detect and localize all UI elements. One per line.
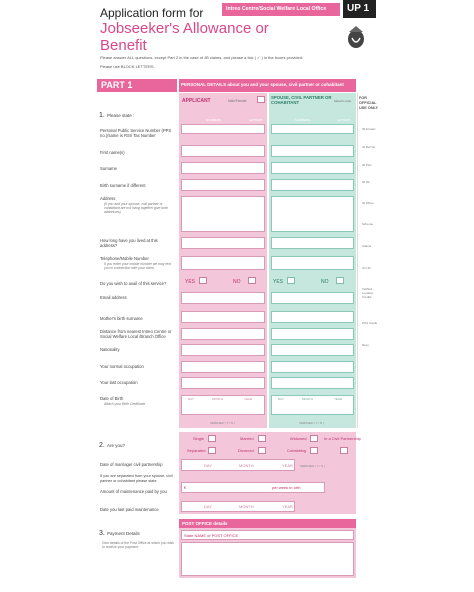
spouse-first-name-input[interactable] (271, 145, 354, 157)
birth-surname-label: Birth surname if different (100, 183, 146, 188)
applicant-dob-input[interactable] (181, 395, 265, 415)
part1-label: PART 1 (101, 80, 133, 90)
part1-label-bar (97, 79, 177, 92)
status-divorced: Divorced (238, 448, 254, 453)
spouse-dob-verified: VERIFIED ( Y / N ) (299, 421, 324, 425)
spouse-surname-input[interactable] (271, 162, 354, 174)
applicant-how-long-input[interactable] (181, 237, 265, 249)
status-single: Single (193, 436, 205, 441)
spouse-dob-year: YEAR (334, 397, 343, 401)
applicant-nationality-input[interactable] (181, 344, 265, 356)
official-code-1: ID Answer (362, 127, 376, 131)
spouse-telephone-input[interactable] (271, 256, 354, 270)
status-separated: Separated (187, 448, 206, 453)
applicant-no-label: NO (233, 279, 241, 285)
address-label: Address (100, 196, 116, 201)
dob-label: Date of Birth (100, 396, 124, 401)
separated-label: If you are separated from your spouse, civil partner or cohabitant please state (100, 474, 173, 483)
spouse-header: SPOUSE, CIVIL PARTNER OR COHABITANT (271, 95, 332, 105)
form-code: UP 1 (347, 3, 370, 14)
spouse-sex-label: Male/Female (334, 99, 352, 103)
official-code-5: ID When (362, 201, 374, 205)
telephone-label: Telephone/Mobile Number (100, 256, 149, 261)
marriage-date-day: DAY (204, 463, 212, 468)
applicant-sex-label: Male/Female (228, 99, 247, 103)
spouse-dob-month: MONTH (302, 397, 313, 401)
official-code-7: Claims (362, 244, 372, 248)
instructions (100, 55, 360, 69)
spouse-birth-surname-input[interactable] (271, 179, 354, 191)
applicant-dob-year: YEAR (244, 397, 253, 401)
form-title-line2: Jobseeker's Allowance or (100, 20, 269, 37)
applicant-header: APPLICANT (182, 98, 211, 104)
marriage-date-input[interactable] (181, 459, 295, 471)
spouse-mother-surname-input[interactable] (271, 311, 354, 323)
spouse-yes-label: YES (273, 279, 284, 285)
spouse-dob-day: DAY (278, 397, 284, 401)
official-code-6: Scheme (362, 222, 374, 226)
status-separated-checkbox[interactable] (208, 447, 216, 454)
distance-label: Distance from nearest Intreo Centre or Social Welfare Local /Branch Office (100, 329, 172, 339)
last-paid-month: MONTH (239, 504, 254, 509)
telephone-hint: If you enter your mobile number we may text you in connection with your claim. (104, 262, 171, 270)
status-widowed: Widowed (290, 436, 307, 441)
applicant-address-input[interactable] (181, 196, 265, 232)
spouse-no-label: NO (321, 279, 329, 285)
official-code-4: ID Ok (362, 180, 370, 184)
status-civil-partnership-checkbox[interactable] (340, 447, 348, 454)
q1-number: 1. (99, 112, 105, 119)
form-title-line1: Application form for (100, 6, 204, 20)
spouse-email-input[interactable] (271, 292, 354, 304)
spouse-address-input[interactable] (271, 196, 354, 232)
applicant-dob-day: DAY (188, 397, 194, 401)
nationality-label: Nationality (100, 347, 120, 352)
spouse-nationality-input[interactable] (271, 344, 354, 356)
surname-label: Surname (100, 166, 117, 171)
last-paid-date-input[interactable] (181, 501, 295, 512)
avail-service-label: Do you wish to avail of this service? (100, 281, 167, 286)
applicant-yes-label: YES (185, 279, 196, 285)
maintenance-input[interactable] (181, 482, 325, 493)
spouse-normal-occupation-input[interactable] (271, 361, 354, 373)
q3-label: Payment Details (107, 531, 140, 536)
applicant-sex-box[interactable] (257, 96, 265, 103)
applicant-telephone-input[interactable] (181, 256, 265, 270)
official-code-8: Unr ID (362, 266, 371, 270)
spouse-dob-input[interactable] (271, 395, 354, 415)
q3-hint: Give details of the Post Office at which you wish to receive your payment. (102, 541, 175, 549)
post-office-title: POST OFFICE details (182, 521, 228, 526)
q2-label: Are you? (107, 443, 126, 448)
last-paid-label: Date you last paid maintenance (100, 507, 159, 512)
post-office-name-input[interactable] (181, 530, 354, 540)
post-office-bar (179, 519, 356, 528)
spouse-pps-input[interactable] (271, 124, 354, 134)
spouse-distance-input[interactable] (271, 328, 354, 340)
applicant-dob-verified: VERIFIED ( Y / N ) (210, 421, 235, 425)
official-use-header: FOR OFFICIAL USE ONLY (359, 96, 379, 110)
personal-details-title: PERSONAL DETAILS about you and your spouse, civil partner or cohabitant (181, 82, 344, 87)
dob-hint: Attach your Birth Certificate (104, 402, 146, 406)
maintenance-label: Amount of maintenance paid by you (100, 489, 167, 494)
applicant-first-name-input[interactable] (181, 145, 265, 157)
mother-surname-label: Mother's birth surname (100, 316, 143, 321)
applicant-pps-input[interactable] (181, 124, 265, 134)
status-cohabiting: Cohabiting (287, 448, 307, 453)
pps-numbers-label: NUMBERS (206, 118, 222, 122)
status-married: Married (240, 436, 254, 441)
marriage-date-label: Date of marriage/ civil partnership (100, 462, 163, 467)
official-code-3: ID Pics (362, 163, 372, 167)
form-title-line3: Benefit (100, 37, 147, 54)
status-divorced-checkbox[interactable] (258, 447, 266, 454)
applicant-yes-checkbox[interactable] (199, 277, 207, 284)
last-paid-day: DAY (204, 504, 212, 509)
email-label: Email address (100, 295, 127, 300)
applicant-birth-surname-input[interactable] (181, 179, 265, 191)
status-single-checkbox[interactable] (208, 435, 216, 442)
official-use-column (357, 93, 380, 428)
last-paid-year: YEAR (282, 504, 293, 509)
post-office-address-input[interactable] (181, 542, 354, 576)
spouse-yes-checkbox[interactable] (287, 277, 295, 284)
pps-label: Personal Public Service Number (PPS no.)/same is RSI/ Tax Number (100, 128, 172, 138)
official-code-10: PCS Cards (362, 321, 378, 325)
status-married-checkbox[interactable] (258, 435, 266, 442)
q2-number: 2. (99, 442, 105, 449)
q3-number: 3. (99, 530, 105, 537)
personal-details-bar (179, 79, 356, 92)
spouse-last-occupation-input[interactable] (271, 377, 354, 389)
first-name-label: First name(s) (100, 150, 125, 155)
spouse-no-checkbox[interactable] (336, 277, 344, 284)
official-code-2: ID Ref No. (362, 145, 377, 149)
marriage-date-month: MONTH (239, 463, 254, 468)
applicant-email-input[interactable] (181, 292, 265, 304)
how-long-label: How long have you lived at this address? (100, 238, 158, 248)
office-label: Intreo Centre/Social Welfare Local Office (226, 6, 327, 12)
address-hint: (If you and your spouse, civil partner or cohabitant are not living together give both addresses) (104, 202, 168, 214)
official-code-11: Resy (362, 343, 369, 347)
spouse-how-long-input[interactable] (271, 237, 354, 249)
applicant-normal-occupation-input[interactable] (181, 361, 265, 373)
last-occupation-label: Your last occupation (100, 380, 138, 385)
per-week-label: per week in orth (272, 485, 301, 490)
applicant-dob-month: MONTH (212, 397, 223, 401)
instruction-2: Please use BLOCK LETTERS. (100, 64, 155, 69)
status-civil-partnership: In a Civil Partnership (324, 436, 361, 441)
form-code-badge (343, 0, 376, 18)
official-code-9: Verified Location Credits (362, 287, 374, 299)
post-office-name-label: State NAME of POST OFFICE (184, 533, 239, 538)
applicant-distance-input[interactable] (181, 328, 265, 340)
pps-letters-label: LETTERS (249, 118, 263, 122)
spouse-pps-numbers-label: NUMBERS (295, 118, 311, 122)
applicant-mother-surname-input[interactable] (181, 311, 265, 323)
normal-occupation-label: Your normal occupation (100, 364, 144, 369)
status-widowed-checkbox[interactable] (310, 435, 318, 442)
instruction-1: Please answer ALL questions, except Part 2 in the case of JB claims, and please a tick ( ✓ ) in the boxes provided. (100, 55, 304, 60)
spouse-pps-letters-label: LETTERS (337, 118, 351, 122)
marriage-date-year: YEAR (282, 463, 293, 468)
applicant-last-occupation-input[interactable] (181, 377, 265, 389)
applicant-no-checkbox[interactable] (248, 277, 256, 284)
currency-symbol: € (184, 485, 187, 490)
applicant-surname-input[interactable] (181, 162, 265, 174)
marriage-date-verified: VERIFIED ( Y / N ) (300, 464, 325, 468)
office-label-bar (222, 3, 340, 16)
q1-label: Please state : (107, 113, 135, 118)
status-cohabiting-checkbox[interactable] (310, 447, 318, 454)
department-logo-icon (345, 24, 367, 50)
